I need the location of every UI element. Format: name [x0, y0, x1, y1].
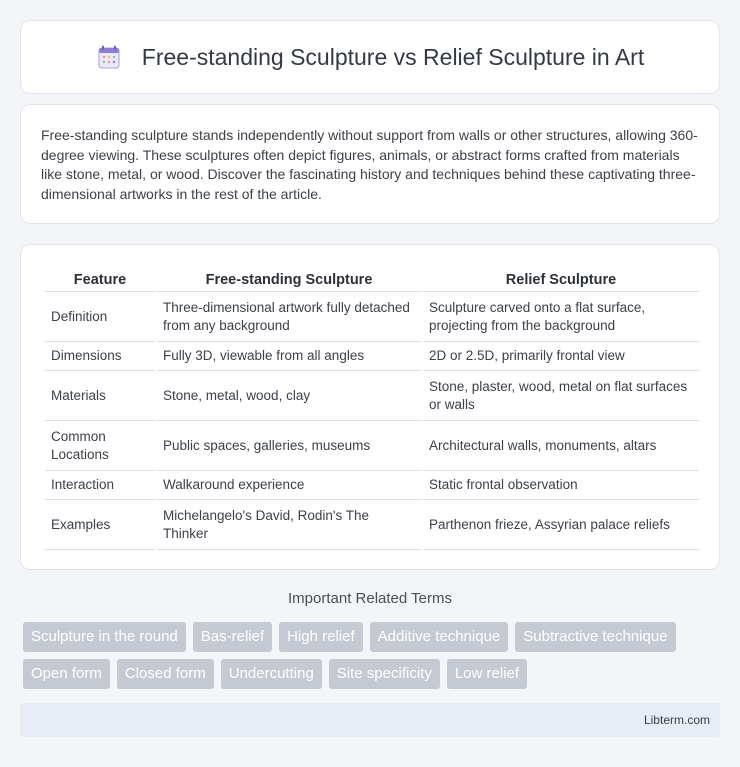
row-feature: Interaction — [45, 471, 155, 500]
tag-open-form[interactable]: Open form — [23, 659, 110, 689]
intro-card — [20, 104, 720, 224]
tag-sculpture-in-the-round[interactable]: Sculpture in the round — [23, 622, 186, 652]
row-free-standing: Three-dimensional artwork fully detached from any background — [157, 292, 421, 342]
related-terms-title: Important Related Terms — [288, 590, 452, 607]
row-relief: Architectural walls, monuments, altars — [423, 421, 699, 471]
row-free-standing: Stone, metal, wood, clay — [157, 371, 421, 421]
row-feature: Examples — [45, 500, 155, 550]
header-feature: Feature — [45, 266, 155, 292]
tag-bas-relief[interactable]: Bas-relief — [193, 622, 272, 652]
document-list-icon — [96, 44, 122, 70]
row-relief: Stone, plaster, wood, metal on flat surfaces or walls — [423, 371, 699, 421]
row-free-standing: Public spaces, galleries, museums — [157, 421, 421, 471]
page-title: Free-standing Sculpture vs Relief Sculpture in Art — [141, 43, 645, 70]
header-card — [20, 20, 720, 94]
tag-additive-technique[interactable]: Additive technique — [370, 622, 509, 652]
tag-site-specificity[interactable]: Site specificity — [329, 659, 440, 689]
tag-undercutting[interactable]: Undercutting — [221, 659, 322, 689]
comparison-table-card — [20, 244, 720, 570]
row-free-standing: Walkaround experience — [157, 471, 421, 500]
row-free-standing: Michelangelo's David, Rodin's The Thinker — [157, 500, 421, 550]
row-feature: Materials — [45, 371, 155, 421]
table-row — [45, 292, 699, 342]
table-row — [45, 421, 699, 471]
comparison-table — [43, 266, 701, 550]
tag-closed-form[interactable]: Closed form — [117, 659, 214, 689]
header-relief: Relief Sculpture — [423, 266, 699, 292]
related-terms-tags — [23, 622, 723, 689]
table-row — [45, 500, 699, 550]
row-relief: Parthenon frieze, Assyrian palace reliefs — [423, 500, 699, 550]
header-free-standing: Free-standing Sculpture — [157, 266, 421, 292]
table-row — [45, 471, 699, 500]
footer-brand-link[interactable]: Libterm.com — [643, 713, 710, 727]
row-relief: Static frontal observation — [423, 471, 699, 500]
row-feature: Definition — [45, 292, 155, 342]
intro-text: Free-standing sculpture stands independently without support from walls or other structures, allowing 360-degree viewing. These sculptures often depict figures, animals, or abstract forms crafted from materials like stone, metal, or wood. Discover the fascinating history and techniques behind these captivating three-dimensional artworks in the rest of the article. — [41, 127, 698, 202]
row-relief: 2D or 2.5D, primarily frontal view — [423, 342, 699, 371]
table-row — [45, 342, 699, 371]
tag-high-relief[interactable]: High relief — [279, 622, 363, 652]
row-relief: Sculpture carved onto a flat surface, projecting from the background — [423, 292, 699, 342]
tag-low-relief[interactable]: Low relief — [447, 659, 527, 689]
row-free-standing: Fully 3D, viewable from all angles — [157, 342, 421, 371]
table-header-row — [45, 266, 699, 292]
tag-subtractive-technique[interactable]: Subtractive technique — [515, 622, 675, 652]
table-row — [45, 371, 699, 421]
row-feature: Common Locations — [45, 421, 155, 471]
row-feature: Dimensions — [45, 342, 155, 371]
footer — [20, 703, 720, 737]
